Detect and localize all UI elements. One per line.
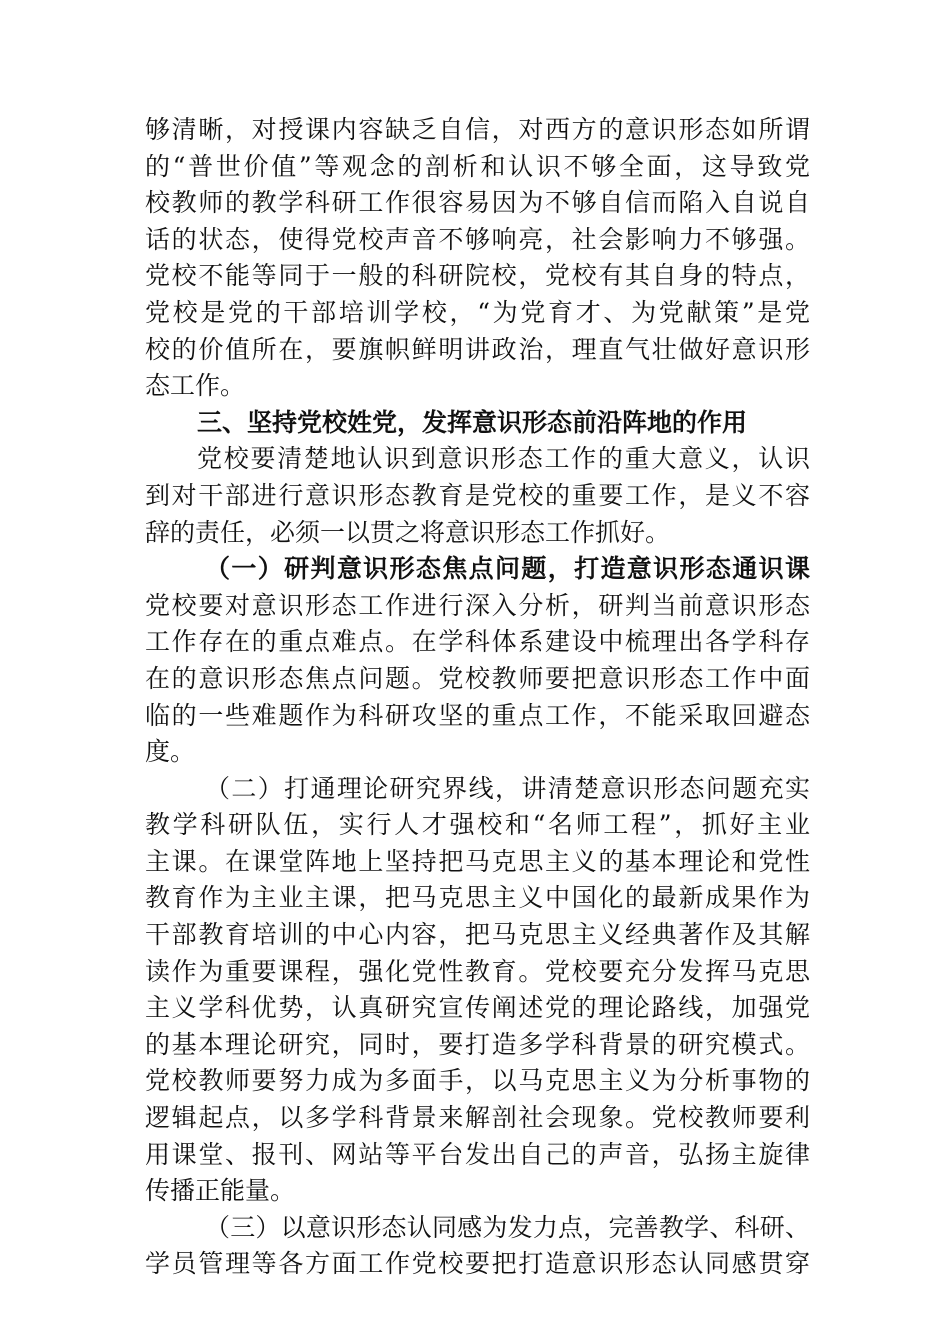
text-line: 教育作为主业主课，把马克思主义中国化的最新成果作为 [145,883,810,913]
document-body [145,112,810,1283]
text-line: 逻辑起点，以多学科背景来解剖社会现象。党校教师要利 [145,1103,810,1133]
text-line: 教学科研队伍，实行人才强校和“名师工程”，抓好主业 [145,810,810,840]
text-line: 党校是党的干部培训学校，“为党育才、为党献策”是党 [145,297,810,327]
text-line: 主义学科优势，认真研究宣传阐述党的理论路线，加强党 [145,993,810,1023]
text-line: 用课堂、报刊、网站等平台发出自己的声音，弘扬主旋律 [145,1139,810,1169]
text-line: 度。 [145,737,196,767]
text-line: 工作存在的重点难点。在学科体系建设中梳理出各学科存 [145,627,810,657]
text-line: 态工作。 [145,371,246,401]
text-line: 读作为重要课程，强化党性教育。党校要充分发挥马克思 [145,956,810,986]
text-line: 辞的责任，必须一以贯之将意识形态工作抓好。 [145,517,671,547]
text-line: 在的意识形态焦点问题。党校教师要把意识形态工作中面 [145,663,810,693]
section-heading: 三、坚持党校姓党，发挥意识形态前沿阵地的作用 [197,407,748,437]
text-line: 传播正能量。 [145,1176,296,1206]
text-line: 党校教师要努力成为多面手，以马克思主义为分析事物的 [145,1066,810,1096]
text-line: 党校要对意识形态工作进行深入分析，研判当前意识形态 [145,590,810,620]
text-line: （二）打通理论研究界线，讲清楚意识形态问题充实 [205,773,810,803]
text-line: 校的价值所在，要旗帜鲜明讲政治，理直气壮做好意识形 [145,334,810,364]
text-line: 党校不能等同于一般的科研院校，党校有其自身的特点， [145,261,810,291]
text-line: 学员管理等各方面工作党校要把打造意识形态认同感贯穿 [145,1249,810,1279]
text-line: 的“普世价值”等观念的剖析和认识不够全面，这导致党 [145,151,810,181]
text-line: 校教师的教学科研工作很容易因为不够自信而陷入自说自 [145,188,810,218]
text-line: （三）以意识形态认同感为发力点，完善教学、科研、 [205,1212,810,1242]
text-line: 到对干部进行意识形态教育是党校的重要工作，是义不容 [145,480,810,510]
text-line: 主课。在课堂阵地上坚持把马克思主义的基本理论和党性 [145,846,810,876]
text-line: 够清晰，对授课内容缺乏自信，对西方的意识形态如所谓 [145,115,810,144]
text-line: 话的状态，使得党校声音不够响亮，社会影响力不够强。 [145,224,810,254]
text-line: 临的一些难题作为科研攻坚的重点工作，不能采取回避态 [145,700,810,730]
text-line: 党校要清楚地认识到意识形态工作的重大意义，认识 [197,444,810,474]
text-line: 的基本理论研究，同时，要打造多学科背景的研究模式。 [145,1029,810,1059]
text-line: （一）研判意识形态焦点问题，打造意识形态通识课 [205,554,810,584]
text-line: 干部教育培训的中心内容，把马克思主义经典著作及其解 [145,920,810,950]
